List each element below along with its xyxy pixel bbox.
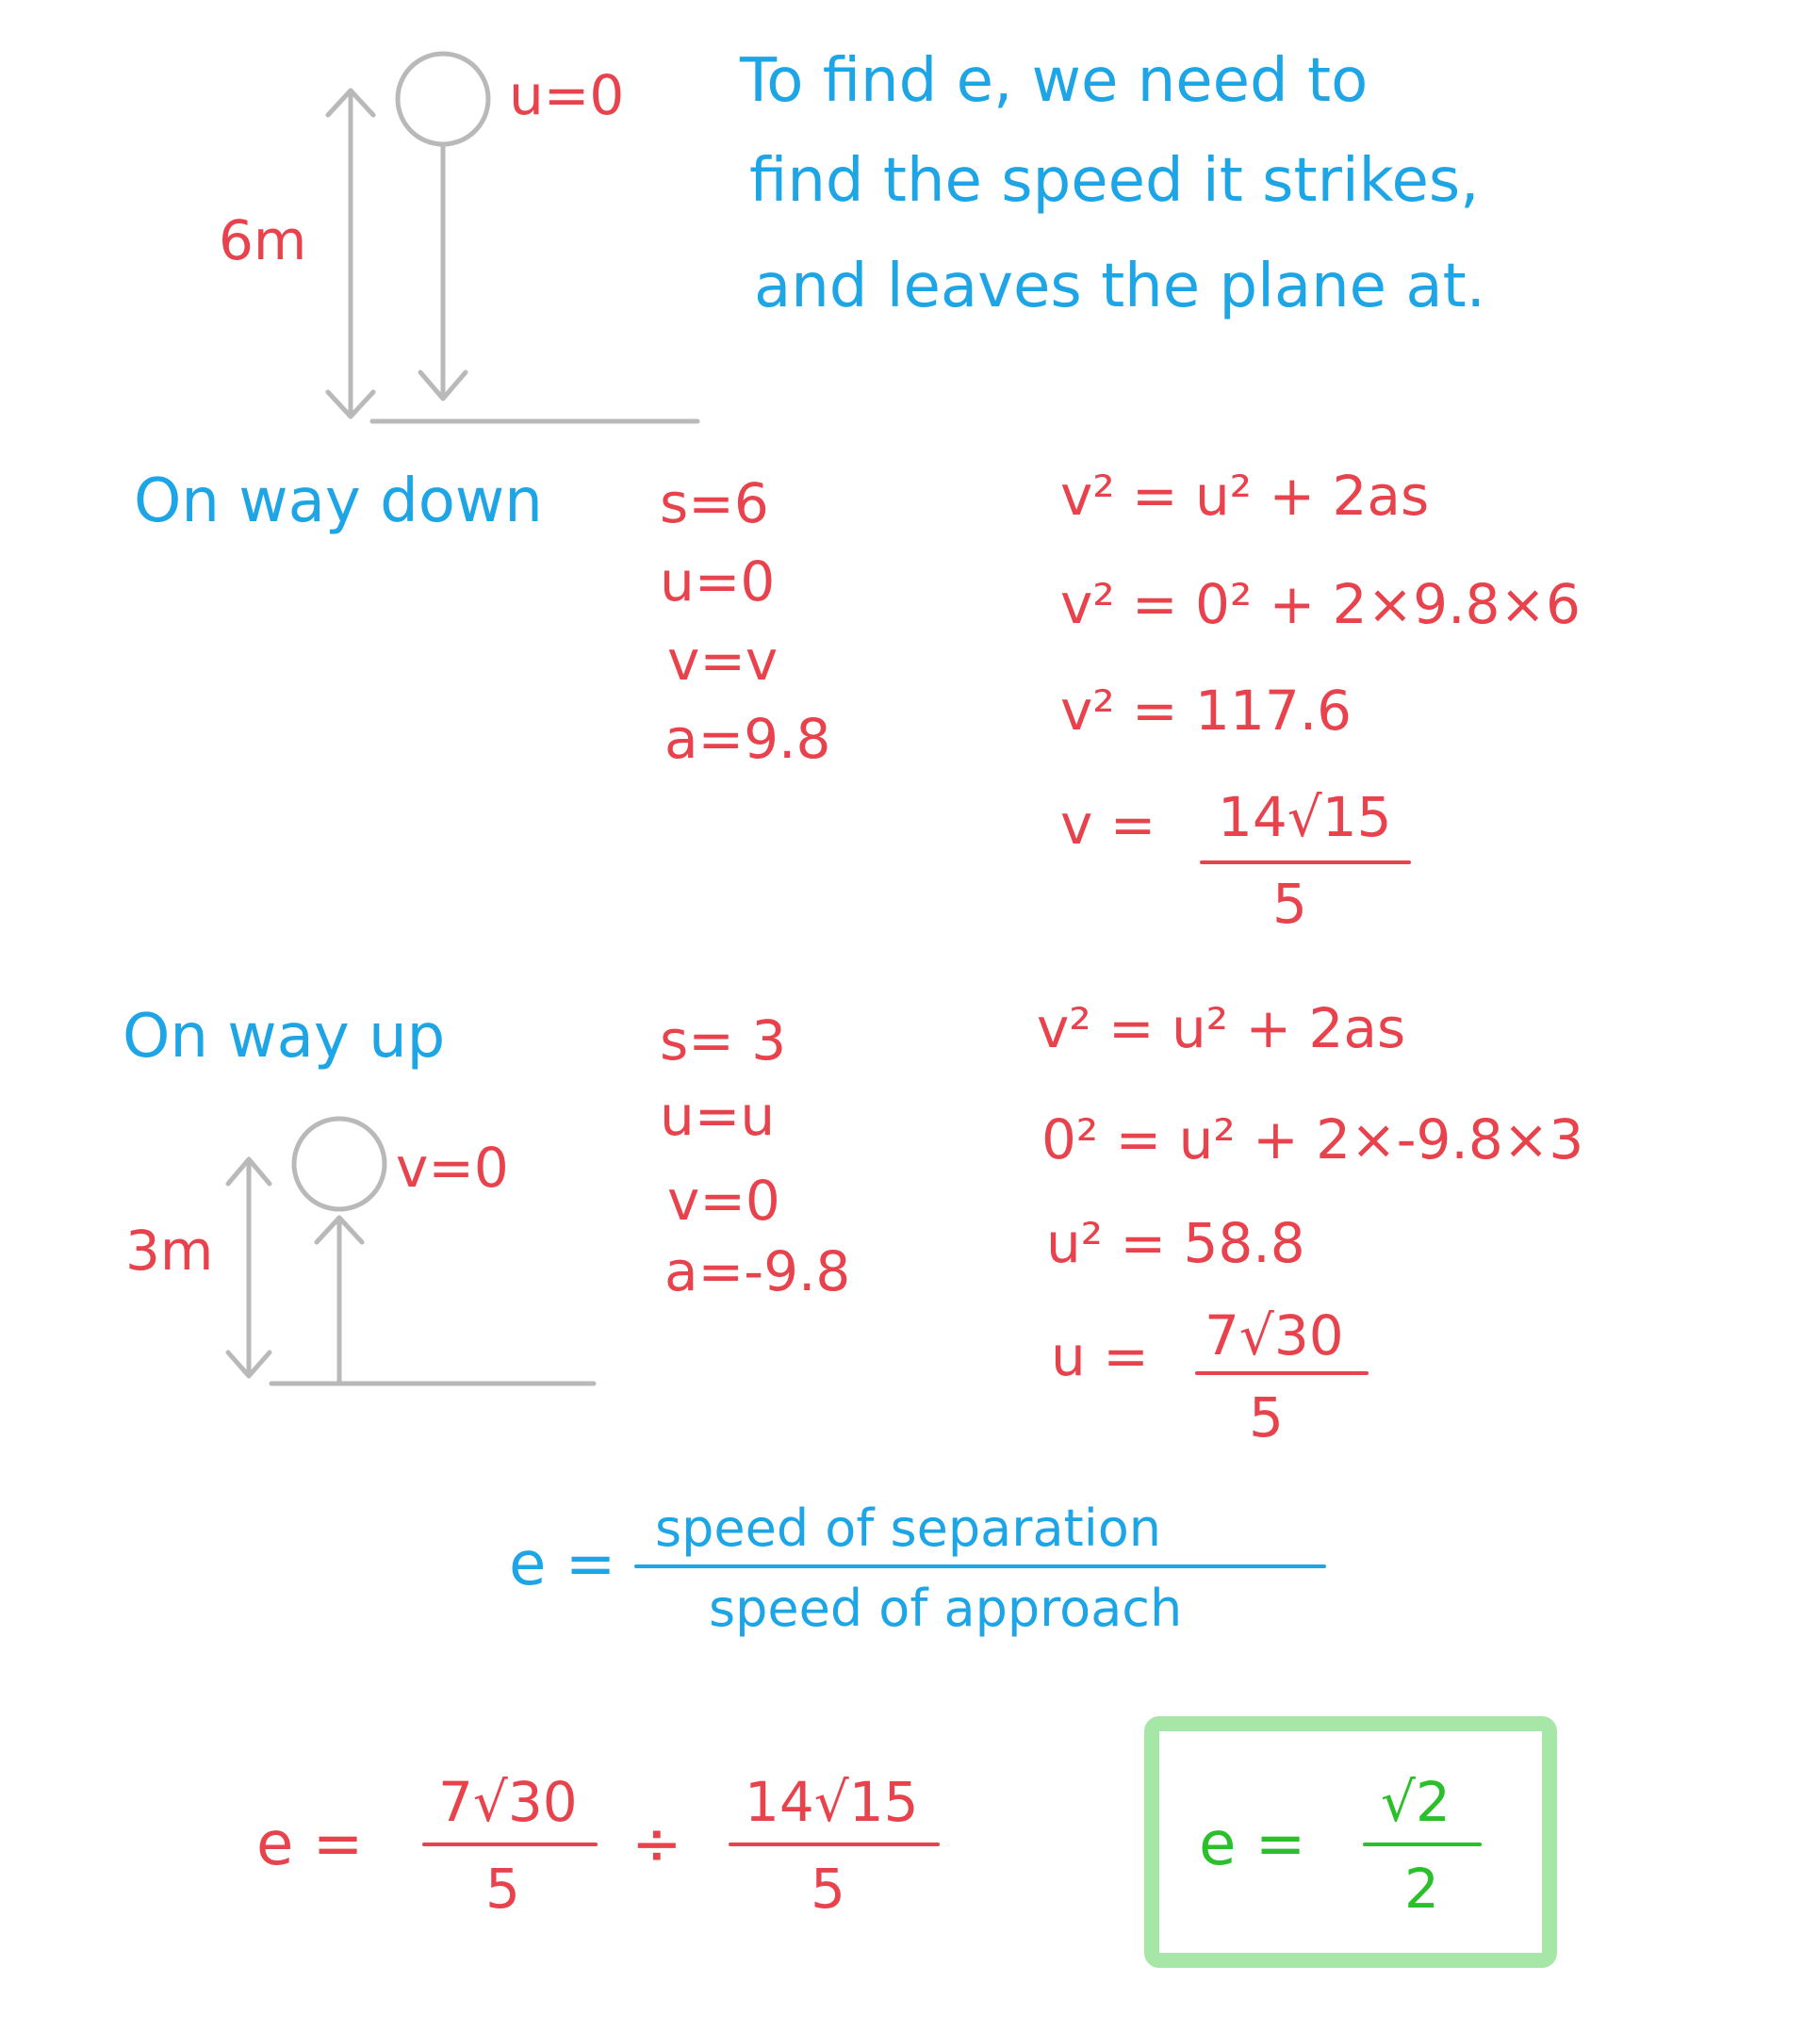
- down-equation-1: v² = u² + 2as: [1060, 464, 1430, 528]
- suvat-down-u: u=0: [660, 549, 776, 614]
- suvat-up-s: s= 3: [660, 1008, 787, 1073]
- down-equation-4-lhs: v =: [1060, 793, 1156, 857]
- suvat-down-s: s=6: [660, 471, 769, 535]
- up-equation-4-lhs: u =: [1051, 1324, 1149, 1388]
- intro-line-3: and leaves the plane at.: [754, 252, 1485, 321]
- up-equation-3: u² = 58.8: [1046, 1211, 1305, 1275]
- heading-way-down: On way down: [134, 467, 543, 536]
- intro-line-2: find the speed it strikes,: [749, 146, 1480, 216]
- ball-rebound-circle: [294, 1119, 385, 1209]
- suvat-up-v: v=0: [667, 1169, 780, 1233]
- initial-speed-label: u=0: [509, 63, 625, 127]
- ball-top-circle: [398, 54, 488, 144]
- up-equation-4-denominator: 5: [1249, 1385, 1284, 1450]
- down-equation-2: v² = 0² + 2×9.8×6: [1060, 572, 1581, 636]
- final-calc-fraction-1-numerator: 7√30: [438, 1770, 578, 1834]
- definition-denominator: speed of approach: [709, 1579, 1183, 1638]
- answer-numerator: √2: [1381, 1770, 1451, 1834]
- suvat-down-v: v=v: [667, 629, 779, 693]
- up-equation-1: v² = u² + 2as: [1037, 996, 1406, 1060]
- final-calc-lhs: e =: [256, 1810, 364, 1879]
- intro-line-1: To find e, we need to: [740, 46, 1369, 116]
- up-equation-4-numerator: 7√30: [1205, 1303, 1344, 1368]
- final-calc-fraction-1-denominator: 5: [485, 1857, 520, 1921]
- down-equation-4-numerator: 14√15: [1218, 785, 1392, 849]
- down-equation-4-denominator: 5: [1272, 872, 1307, 936]
- suvat-up-u: u=u: [660, 1084, 776, 1148]
- down-equation-3: v² = 117.6: [1060, 679, 1353, 743]
- up-equation-2: 0² = u² + 2×-9.8×3: [1041, 1107, 1584, 1171]
- final-calc-fraction-2-numerator: 14√15: [745, 1770, 919, 1834]
- definition-lhs: e =: [509, 1530, 616, 1599]
- final-calc-divide-sign: ÷: [631, 1810, 682, 1879]
- answer-lhs: e =: [1199, 1810, 1306, 1879]
- final-speed-label: v=0: [396, 1136, 509, 1200]
- definition-numerator: speed of separation: [655, 1499, 1161, 1558]
- suvat-down-a: a=9.8: [664, 707, 831, 771]
- height-label-6m: 6m: [219, 208, 307, 272]
- answer-denominator: 2: [1404, 1857, 1439, 1921]
- height-label-3m: 3m: [125, 1219, 214, 1283]
- suvat-up-a: a=-9.8: [664, 1239, 851, 1303]
- heading-way-up: On way up: [123, 1002, 446, 1072]
- final-calc-fraction-2-denominator: 5: [811, 1857, 845, 1921]
